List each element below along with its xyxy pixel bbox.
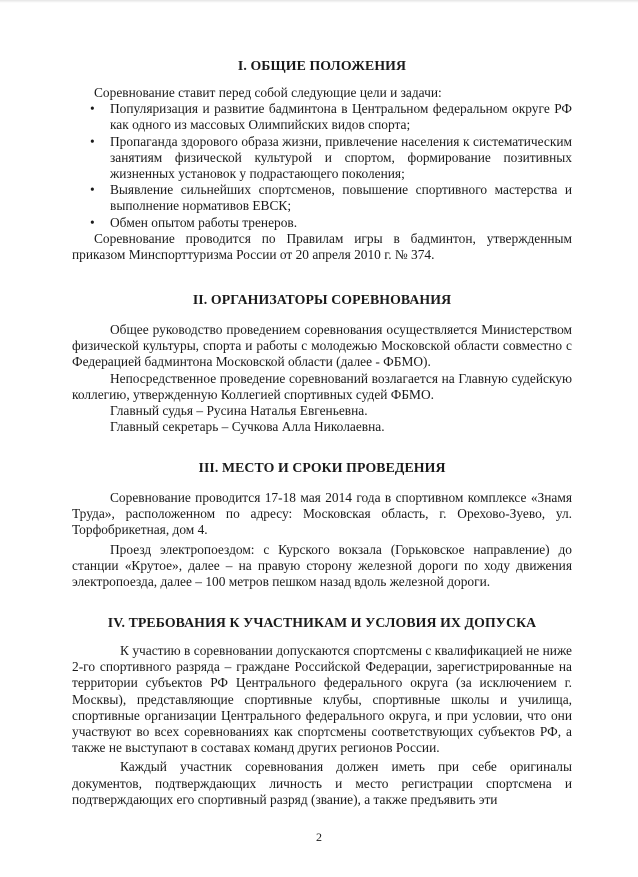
bullet-icon: • bbox=[90, 133, 95, 149]
paragraph: Непосредственное проведение соревнований возлагается на Главную судейскую коллегию, утвержденную Коллегией спортивных судей ФБМО. bbox=[72, 370, 572, 402]
section-general bbox=[72, 58, 572, 263]
list-item: • Выявление сильнейших спортсменов, повышение спортивного мастерства и выполнение нормативов ЕВСК; bbox=[90, 182, 572, 214]
bullet-icon: • bbox=[90, 214, 95, 230]
list-item: • Пропаганда здорового образа жизни, привлечение населения к систематическим занятиям физической культурой и спортом, формирование позитивных жизненных установок у подрастающего поколения; bbox=[90, 133, 572, 182]
paragraph: Каждый участник соревнования должен иметь при себе оригиналы документов, подтверждающих личность и место регистрации спортсмена и подтверждающих его спортивный разряд (звание), а также предъявить эти bbox=[72, 759, 572, 807]
bullet-icon: • bbox=[90, 182, 95, 198]
section-organizers bbox=[72, 292, 572, 435]
paragraph: Проезд электропоездом: с Курского вокзала (Горьковское направление) до станции «Крутое», далее – на правую сторону железной дороги по ходу движения электропоезда, далее – 100 метров пешком назад вдоль железной дороги. bbox=[72, 541, 572, 590]
bullet-icon: • bbox=[90, 101, 95, 117]
paragraph: Общее руководство проведением соревнования осуществляется Министерством физической культуры, спорта и работы с молодежью Московской области совместно с Федерацией бадминтона Московской области (далее - ФБМО). bbox=[72, 322, 572, 370]
section-closing: Соревнование проводится по Правилам игры в бадминтон, утвержденным приказом Минспорттуризма России от 20 апреля 2010 г. № 374. bbox=[72, 230, 572, 263]
paragraph: Главный секретарь – Сучкова Алла Николаевна. bbox=[110, 419, 385, 435]
paragraph: Соревнование проводится 17-18 мая 2014 года в спортивном комплексе «Знамя Труда», расположенном по адресу: Московская область, г. Орехово-Зуево, ул. Торфобрикетная, дом 4. bbox=[72, 490, 572, 538]
goals-list bbox=[72, 101, 572, 231]
list-item: • Обмен опытом работы тренеров. bbox=[90, 214, 298, 230]
paragraph: Главный судья – Русина Наталья Евгеньевна. bbox=[110, 403, 368, 419]
section-venue bbox=[72, 460, 572, 590]
page-number: 2 bbox=[316, 830, 322, 844]
section-title: IV. ТРЕБОВАНИЯ К УЧАСТНИКАМ И УСЛОВИЯ ИХ ДОПУСКА bbox=[107, 615, 537, 630]
paragraph: К участию в соревновании допускаются спортсмены с квалификацией не ниже 2-го спортивного разряда – граждане Российской Федерации, зарегистрированные на территории субъектов РФ Центрального федерального округа (за исключением г. Москвы), представляющие спортивные клубы, спортивные школы и училища, спортивные организации Центрального федерального округа, и при условии, что они участвуют во всех соревнованиях как спортсмены соответствующих субъектов РФ, а также не выступают в составах команд других регионов России. bbox=[72, 643, 572, 756]
section-intro: Соревнование ставит перед собой следующие цели и задачи: bbox=[94, 85, 442, 100]
list-item: • Популяризация и развитие бадминтона в Центральном федеральном округе РФ как одного из массовых Олимпийских видов спорта; bbox=[90, 101, 572, 133]
section-title: III. МЕСТО И СРОКИ ПРОВЕДЕНИЯ bbox=[198, 460, 446, 475]
section-title: II. ОРГАНИЗАТОРЫ СОРЕВНОВАНИЯ bbox=[192, 292, 452, 307]
section-title: I. ОБЩИЕ ПОЛОЖЕНИЯ bbox=[237, 58, 407, 73]
section-participants bbox=[72, 615, 572, 808]
scan-edge bbox=[0, 0, 638, 3]
